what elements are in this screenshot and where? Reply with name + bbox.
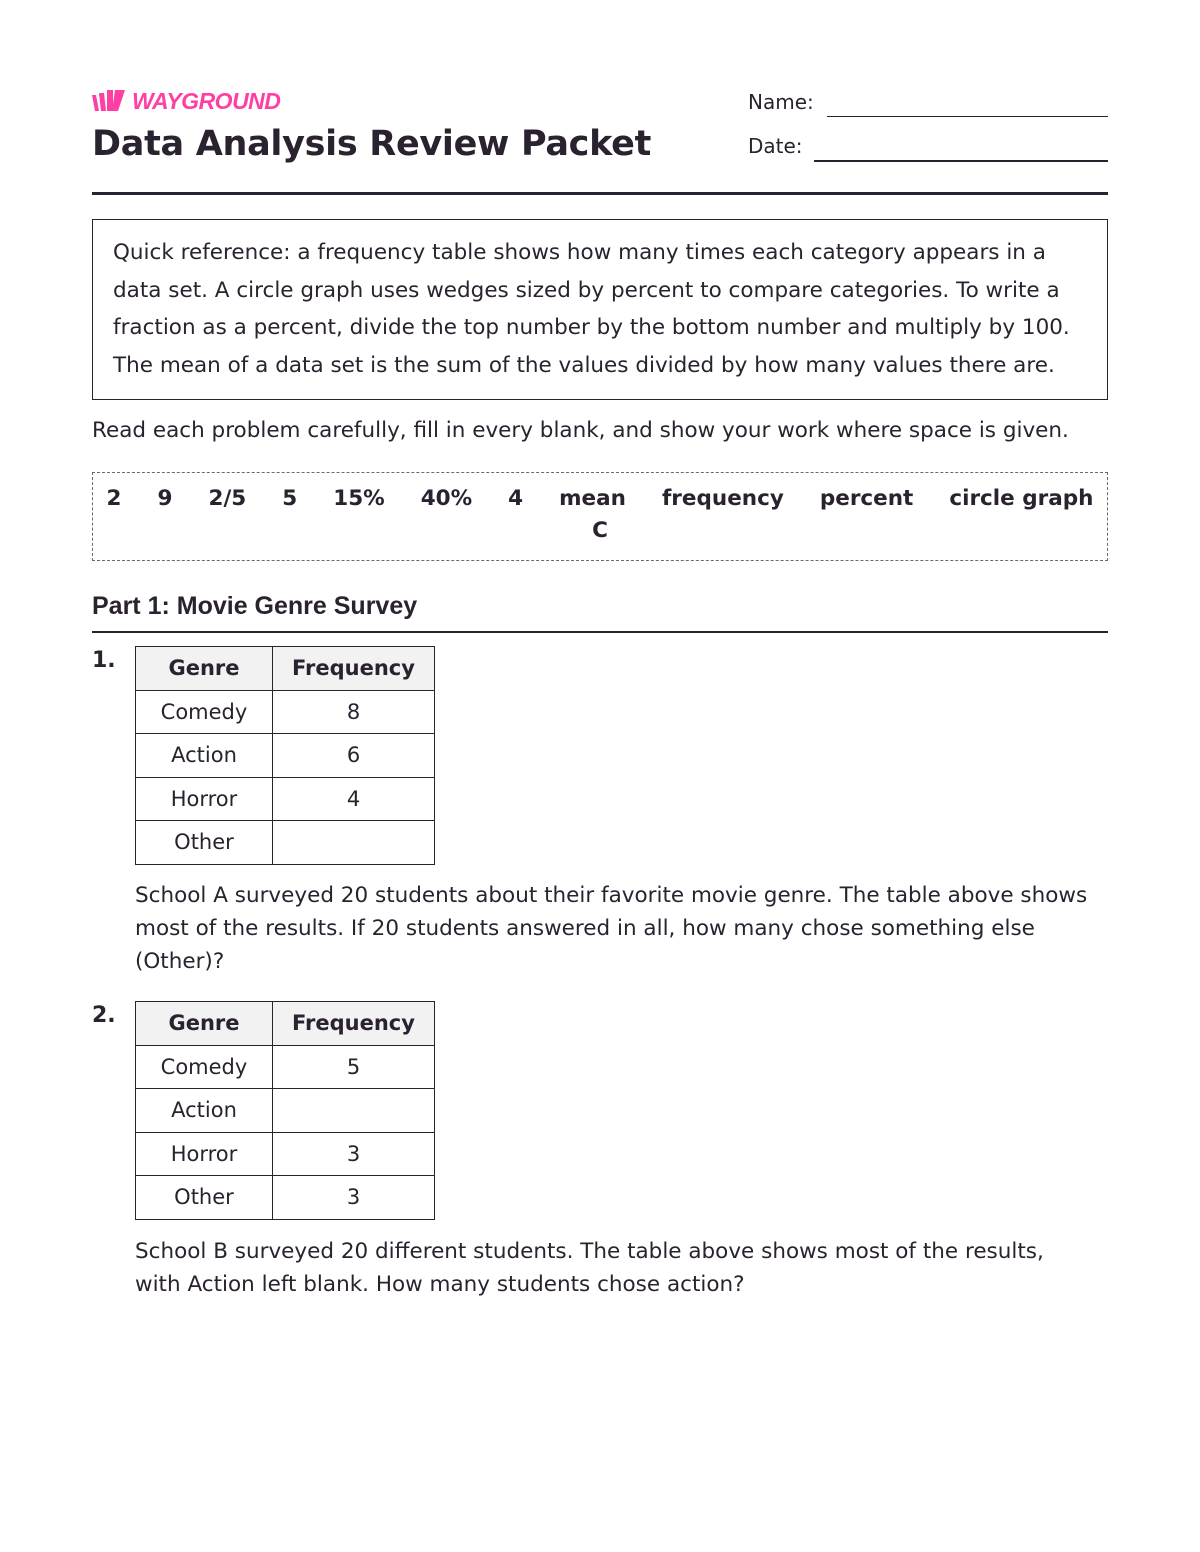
question-text: School B surveyed 20 different students. The table above shows most of the results, with Action left blank. How many students chose action?	[135, 1239, 1044, 1297]
word-bank-item: 15%	[333, 486, 385, 511]
part-heading: Part 1: Movie Genre Survey	[92, 592, 418, 620]
quick-reference-text: Quick reference: a frequency table shows how many times each category appears in a data set. A circle graph uses wedges sized by percent to compare categories. To write a fraction as a percent, divide the top number by the bottom number and multiply by 100. The mean of a data set is the sum of the values divided by how many values there are.	[113, 240, 1070, 378]
word-bank-row	[93, 518, 1107, 543]
page-header	[92, 84, 1108, 196]
answer-blank-cell[interactable]	[273, 1089, 435, 1133]
table-cell: 8	[273, 690, 435, 734]
table-cell: Comedy	[136, 1045, 273, 1089]
page-title: Data Analysis Review Packet	[92, 124, 652, 164]
part-divider	[92, 631, 1108, 633]
word-bank-item: percent	[819, 486, 914, 511]
table-cell: 6	[273, 734, 435, 778]
table-cell: 3	[273, 1132, 435, 1176]
table-cell: Horror	[136, 1132, 273, 1176]
word-bank	[92, 472, 1108, 561]
wayground-logo-icon	[92, 90, 126, 114]
word-bank-item: frequency	[661, 486, 784, 511]
table-row	[136, 1176, 435, 1220]
table-header-row	[136, 647, 435, 691]
column-header: Genre	[136, 1002, 273, 1046]
date-field[interactable]	[814, 160, 1108, 162]
table-cell: 4	[273, 777, 435, 821]
table-cell: Other	[136, 821, 273, 865]
column-header: Frequency	[273, 1002, 435, 1046]
table-row	[136, 1045, 435, 1089]
table-cell: 5	[273, 1045, 435, 1089]
word-bank-item: 40%	[420, 486, 473, 511]
word-bank-item: 2	[106, 486, 122, 511]
word-bank-item: mean	[559, 486, 626, 511]
header-divider	[92, 192, 1108, 195]
column-header: Frequency	[273, 647, 435, 691]
table-row	[136, 690, 435, 734]
question-number: 1.	[92, 648, 116, 673]
word-bank-item: 2/5	[208, 486, 247, 511]
word-bank-row	[93, 486, 1107, 511]
table-cell: Other	[136, 1176, 273, 1220]
word-bank-item: circle graph	[949, 486, 1094, 511]
table-header-row	[136, 1002, 435, 1046]
table-row	[136, 1132, 435, 1176]
instructions: Read each problem carefully, fill in every blank, and show your work where space is given.	[92, 418, 1069, 443]
column-header: Genre	[136, 647, 273, 691]
word-bank-item: 9	[157, 486, 173, 511]
quick-reference-box	[92, 219, 1108, 400]
table-row	[136, 821, 435, 865]
table-cell: Horror	[136, 777, 273, 821]
table-row	[136, 734, 435, 778]
answer-blank-cell[interactable]	[273, 821, 435, 865]
brand-name: WAYGROUND	[132, 88, 281, 114]
table-cell: Comedy	[136, 690, 273, 734]
brand	[92, 88, 280, 115]
word-bank-item: 4	[508, 486, 524, 511]
frequency-table	[135, 646, 435, 865]
question-number: 2.	[92, 1003, 116, 1028]
question-text: School A surveyed 20 students about their favorite movie genre. The table above shows most of the results. If 20 students answered in all, how many chose something else (Other)?	[135, 883, 1088, 974]
frequency-table	[135, 1001, 435, 1220]
table-cell: Action	[136, 734, 273, 778]
name-field[interactable]	[827, 116, 1108, 117]
table-row	[136, 1089, 435, 1133]
date-label: Date:	[748, 134, 803, 158]
word-bank-item: 5	[282, 486, 298, 511]
name-label: Name:	[748, 90, 814, 114]
table-cell: Action	[136, 1089, 273, 1133]
table-row	[136, 777, 435, 821]
word-bank-item: C	[592, 518, 608, 543]
table-cell: 3	[273, 1176, 435, 1220]
